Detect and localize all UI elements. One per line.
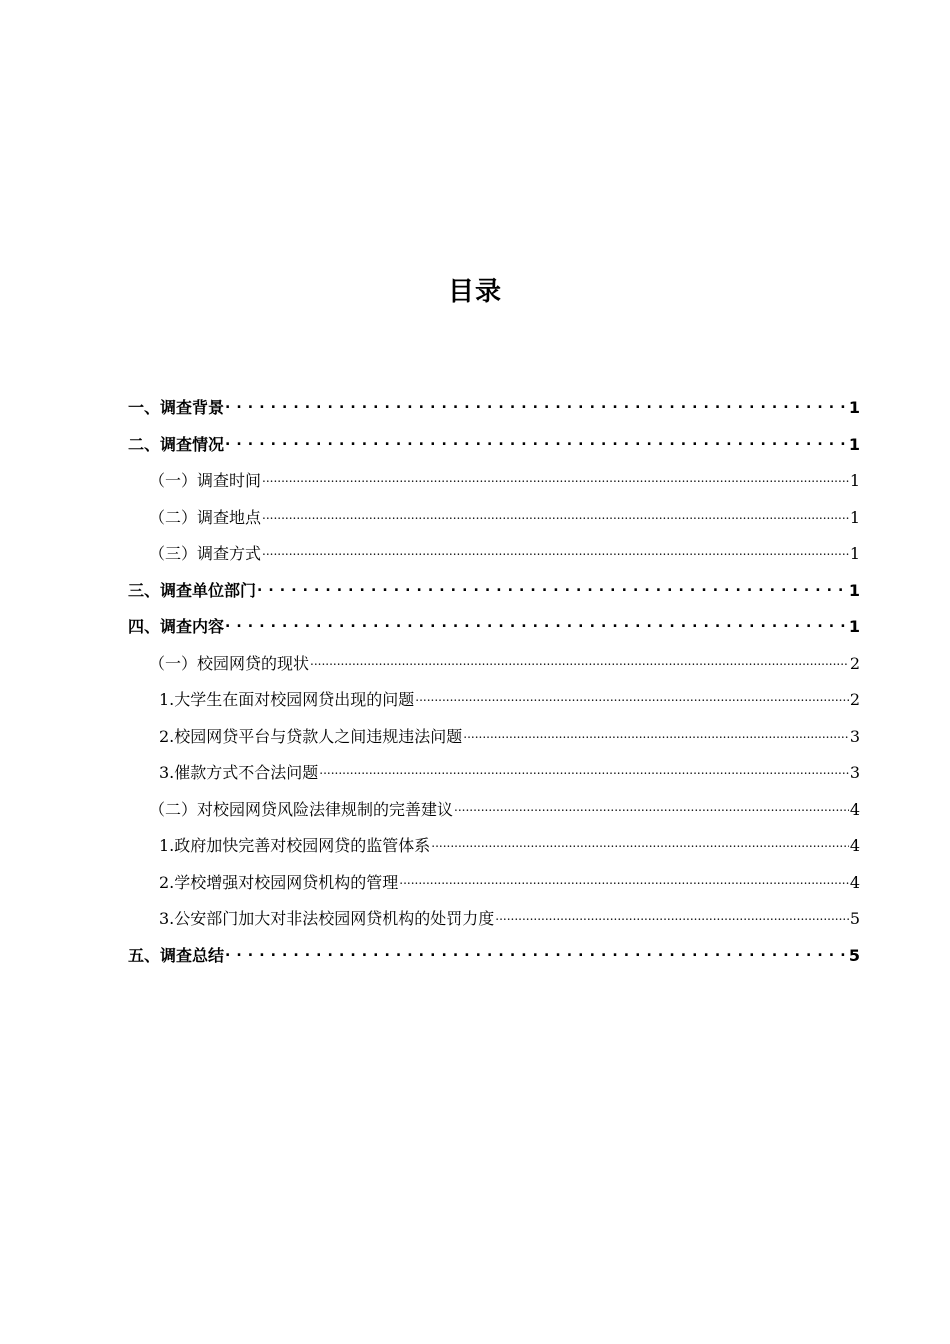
toc-page-number: 1 <box>849 544 860 563</box>
toc-entry-text: 2.校园网贷平台与贷款人之间违规违法问题 <box>159 726 463 746</box>
toc-entry-text: 一、调查背景 <box>128 398 225 417</box>
table-of-contents <box>128 390 860 974</box>
toc-page-number: 5 <box>848 945 860 965</box>
toc-entry-text: 五、调查总结 <box>128 945 225 965</box>
toc-entry-government-supervision[interactable] <box>128 828 860 865</box>
toc-page-number: 1 <box>848 398 860 417</box>
toc-dot-leader <box>225 945 848 961</box>
toc-dot-leader <box>262 470 849 486</box>
toc-entry-text: 二、调查情况 <box>128 434 225 454</box>
toc-dot-leader <box>495 908 849 924</box>
toc-entry-method[interactable] <box>128 536 860 573</box>
toc-entry-content[interactable] <box>128 609 860 646</box>
toc-dot-leader <box>262 507 849 523</box>
toc-page-number: 5 <box>849 909 860 928</box>
toc-dot-leader <box>454 799 849 815</box>
toc-dot-leader <box>431 835 849 851</box>
toc-page-number: 1 <box>848 434 860 454</box>
toc-page-number: 4 <box>849 872 860 892</box>
toc-entry-department[interactable] <box>128 573 860 610</box>
toc-entry-platform-violations[interactable] <box>128 719 860 756</box>
toc-entry-background[interactable] <box>128 390 860 427</box>
toc-entry-text: 1.政府加快完善对校园网贷的监管体系 <box>159 836 431 855</box>
toc-entry-time[interactable] <box>128 463 860 500</box>
toc-dot-leader <box>262 543 849 559</box>
toc-entry-suggestions[interactable] <box>128 792 860 829</box>
toc-page-number: 2 <box>849 653 860 673</box>
toc-page-number: 4 <box>849 799 860 819</box>
toc-entry-text: （二）调查地点 <box>149 507 262 527</box>
toc-entry-school-management[interactable] <box>128 865 860 902</box>
toc-entry-text: （一）调查时间 <box>149 471 262 490</box>
toc-dot-leader <box>225 616 848 632</box>
toc-page-number: 1 <box>848 580 860 600</box>
toc-entry-text: 2.学校增强对校园网贷机构的管理 <box>159 872 399 892</box>
toc-entry-summary[interactable] <box>128 938 860 975</box>
toc-page-number: 2 <box>849 690 860 709</box>
toc-entry-text: （二）对校园网贷风险法律规制的完善建议 <box>149 799 454 819</box>
toc-entry-text: 三、调查单位部门 <box>128 580 257 600</box>
toc-dot-leader <box>310 653 849 669</box>
toc-page-number: 1 <box>848 617 860 636</box>
toc-dot-leader <box>463 726 849 742</box>
toc-page-number: 1 <box>849 471 860 490</box>
page-title: 目录 <box>447 277 502 307</box>
toc-entry-student-problems[interactable] <box>128 682 860 719</box>
toc-entry-text: 1.大学生在面对校园网贷出现的问题 <box>159 690 415 709</box>
toc-dot-leader <box>399 872 849 888</box>
toc-page-number: 3 <box>849 726 860 746</box>
toc-dot-leader <box>225 397 848 413</box>
toc-dot-leader <box>225 434 848 450</box>
toc-entry-text: 四、调查内容 <box>128 617 225 636</box>
toc-page-number: 3 <box>849 763 860 782</box>
toc-dot-leader <box>319 762 849 778</box>
toc-entry-text: （三）调查方式 <box>149 544 262 563</box>
toc-entry-collection-methods[interactable] <box>128 755 860 792</box>
toc-entry-police-penalties[interactable] <box>128 901 860 938</box>
toc-entry-location[interactable] <box>128 500 860 537</box>
toc-page-number: 1 <box>849 507 860 527</box>
toc-entry-text: （一）校园网贷的现状 <box>149 653 310 673</box>
toc-entry-text: 3.公安部门加大对非法校园网贷机构的处罚力度 <box>159 909 495 928</box>
toc-page-number: 4 <box>849 836 860 855</box>
toc-dot-leader <box>257 580 848 596</box>
toc-dot-leader <box>415 689 849 705</box>
toc-entry-current-status[interactable] <box>128 646 860 683</box>
toc-entry-text: 3.催款方式不合法问题 <box>159 763 319 782</box>
toc-entry-situation[interactable] <box>128 427 860 464</box>
